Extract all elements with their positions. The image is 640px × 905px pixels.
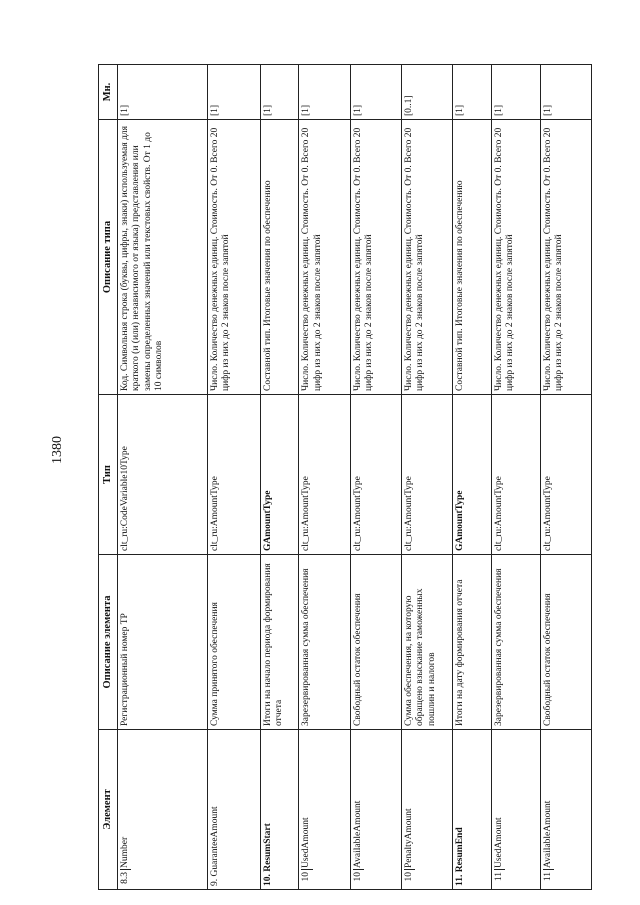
multiplicity: [1] bbox=[118, 65, 208, 120]
type-cell: clt_ru:CodeVariable10Type bbox=[118, 395, 208, 555]
header-multiplicity: Мн. bbox=[99, 65, 118, 120]
element-cell bbox=[261, 730, 299, 890]
element-description: Свободный остаток обеспечения bbox=[540, 555, 591, 730]
header-element-description: Описание элемента bbox=[99, 555, 118, 730]
multiplicity: [1] bbox=[299, 65, 350, 120]
multiplicity: [1] bbox=[453, 65, 491, 120]
row-number: 11 bbox=[494, 869, 505, 886]
element-description: Итоги на начало периода формирования отчета bbox=[261, 555, 299, 730]
type-description: Число. Количество денежных единиц. Стоимость. От 0. Всего 20 цифр из них до 2 знаков после запятой bbox=[540, 120, 591, 395]
type-description: Составной тип. Итоговые значения по обеспечению bbox=[453, 120, 491, 395]
element-cell bbox=[453, 730, 491, 890]
type-cell: clt_ru:AmountType bbox=[207, 395, 260, 555]
element-cell bbox=[540, 730, 591, 890]
multiplicity: [1] bbox=[540, 65, 591, 120]
table-header-row bbox=[99, 65, 118, 890]
type-description: Составной тип. Итоговые значения по обеспечению bbox=[261, 120, 299, 395]
element-cell bbox=[350, 730, 401, 890]
type-cell: GAmountType bbox=[261, 395, 299, 555]
schema-table bbox=[98, 64, 592, 890]
table-row bbox=[350, 65, 401, 890]
element-name: ResumStart bbox=[263, 823, 274, 872]
table-row bbox=[261, 65, 299, 890]
row-number: 10 bbox=[301, 869, 312, 886]
row-number: 10 bbox=[404, 869, 415, 886]
element-description: Регистрационный номер ТР bbox=[118, 555, 208, 730]
element-description: Зарезервированная сумма обеспечения bbox=[491, 555, 540, 730]
table-row bbox=[540, 65, 591, 890]
element-name: ResumEnd bbox=[455, 827, 466, 873]
multiplicity: [1] bbox=[491, 65, 540, 120]
header-element: Элемент bbox=[99, 730, 118, 890]
row-number: 9. bbox=[209, 878, 220, 886]
type-cell: clt_ru:AmountType bbox=[491, 395, 540, 555]
row-number: 11. bbox=[455, 874, 466, 886]
row-number: 11 bbox=[543, 869, 554, 886]
element-cell bbox=[299, 730, 350, 890]
element-description: Сумма обеспечения, на которую обращено взыскание таможенных пошлин и налогов bbox=[401, 555, 452, 730]
element-cell bbox=[401, 730, 452, 890]
document-table-rotated bbox=[98, 65, 592, 890]
row-number: 8.3 bbox=[120, 869, 131, 886]
type-cell: clt_ru:AmountType bbox=[540, 395, 591, 555]
element-description: Итоги на дату формирования отчета bbox=[453, 555, 491, 730]
type-cell: clt_ru:AmountType bbox=[350, 395, 401, 555]
element-name: UsedAmount bbox=[301, 817, 312, 868]
row-number: 10. bbox=[263, 874, 274, 886]
element-name: Number bbox=[120, 836, 130, 868]
element-description: Зарезервированная сумма обеспечения bbox=[299, 555, 350, 730]
table-row bbox=[453, 65, 491, 890]
element-name: AvailableAmount bbox=[542, 800, 553, 868]
element-name: UsedAmount bbox=[493, 817, 504, 868]
multiplicity: [1] bbox=[207, 65, 260, 120]
type-cell: GAmountType bbox=[453, 395, 491, 555]
element-cell bbox=[491, 730, 540, 890]
element-description: Свободный остаток обеспечения bbox=[350, 555, 401, 730]
element-cell bbox=[207, 730, 260, 890]
type-cell: clt_ru:AmountType bbox=[299, 395, 350, 555]
element-description: Сумма принятого обеспечения bbox=[207, 555, 260, 730]
type-description: Число. Количество денежных единиц. Стоимость. От 0. Всего 20 цифр из них до 2 знаков после запятой bbox=[299, 120, 350, 395]
element-name: AvailableAmount bbox=[352, 800, 363, 868]
header-type: Тип bbox=[99, 395, 118, 555]
element-cell bbox=[118, 730, 208, 890]
type-cell: clt_ru:AmountType bbox=[401, 395, 452, 555]
multiplicity: [0..1] bbox=[401, 65, 452, 120]
element-name: GuaranteeAmount bbox=[209, 806, 220, 877]
page-number: 1380 bbox=[50, 436, 65, 464]
table-row bbox=[118, 65, 208, 890]
element-name: PenaltyAmount bbox=[403, 808, 414, 868]
header-type-description: Описание типа bbox=[99, 120, 118, 395]
table-row bbox=[491, 65, 540, 890]
type-description: Число. Количество денежных единиц. Стоимость. От 0. Всего 20 цифр из них до 2 знаков после запятой bbox=[207, 120, 260, 395]
multiplicity: [1] bbox=[350, 65, 401, 120]
type-description: Число. Количество денежных единиц. Стоимость. От 0. Всего 20 цифр из них до 2 знаков после запятой bbox=[401, 120, 452, 395]
type-description: Число. Количество денежных единиц. Стоимость. От 0. Всего 20 цифр из них до 2 знаков после запятой bbox=[350, 120, 401, 395]
type-description: Число. Количество денежных единиц. Стоимость. От 0. Всего 20 цифр из них до 2 знаков после запятой bbox=[491, 120, 540, 395]
table-row bbox=[299, 65, 350, 890]
type-description: Код. Символьная строка (буквы, цифры, знаки) используемая для краткого (и (или) независимого от языка) представления или замены определенных значений или текстовых свойств. От 1 до 10 символов bbox=[118, 120, 208, 395]
row-number: 10 bbox=[353, 869, 364, 886]
multiplicity: [1] bbox=[261, 65, 299, 120]
table-row bbox=[207, 65, 260, 890]
table-row bbox=[401, 65, 452, 890]
